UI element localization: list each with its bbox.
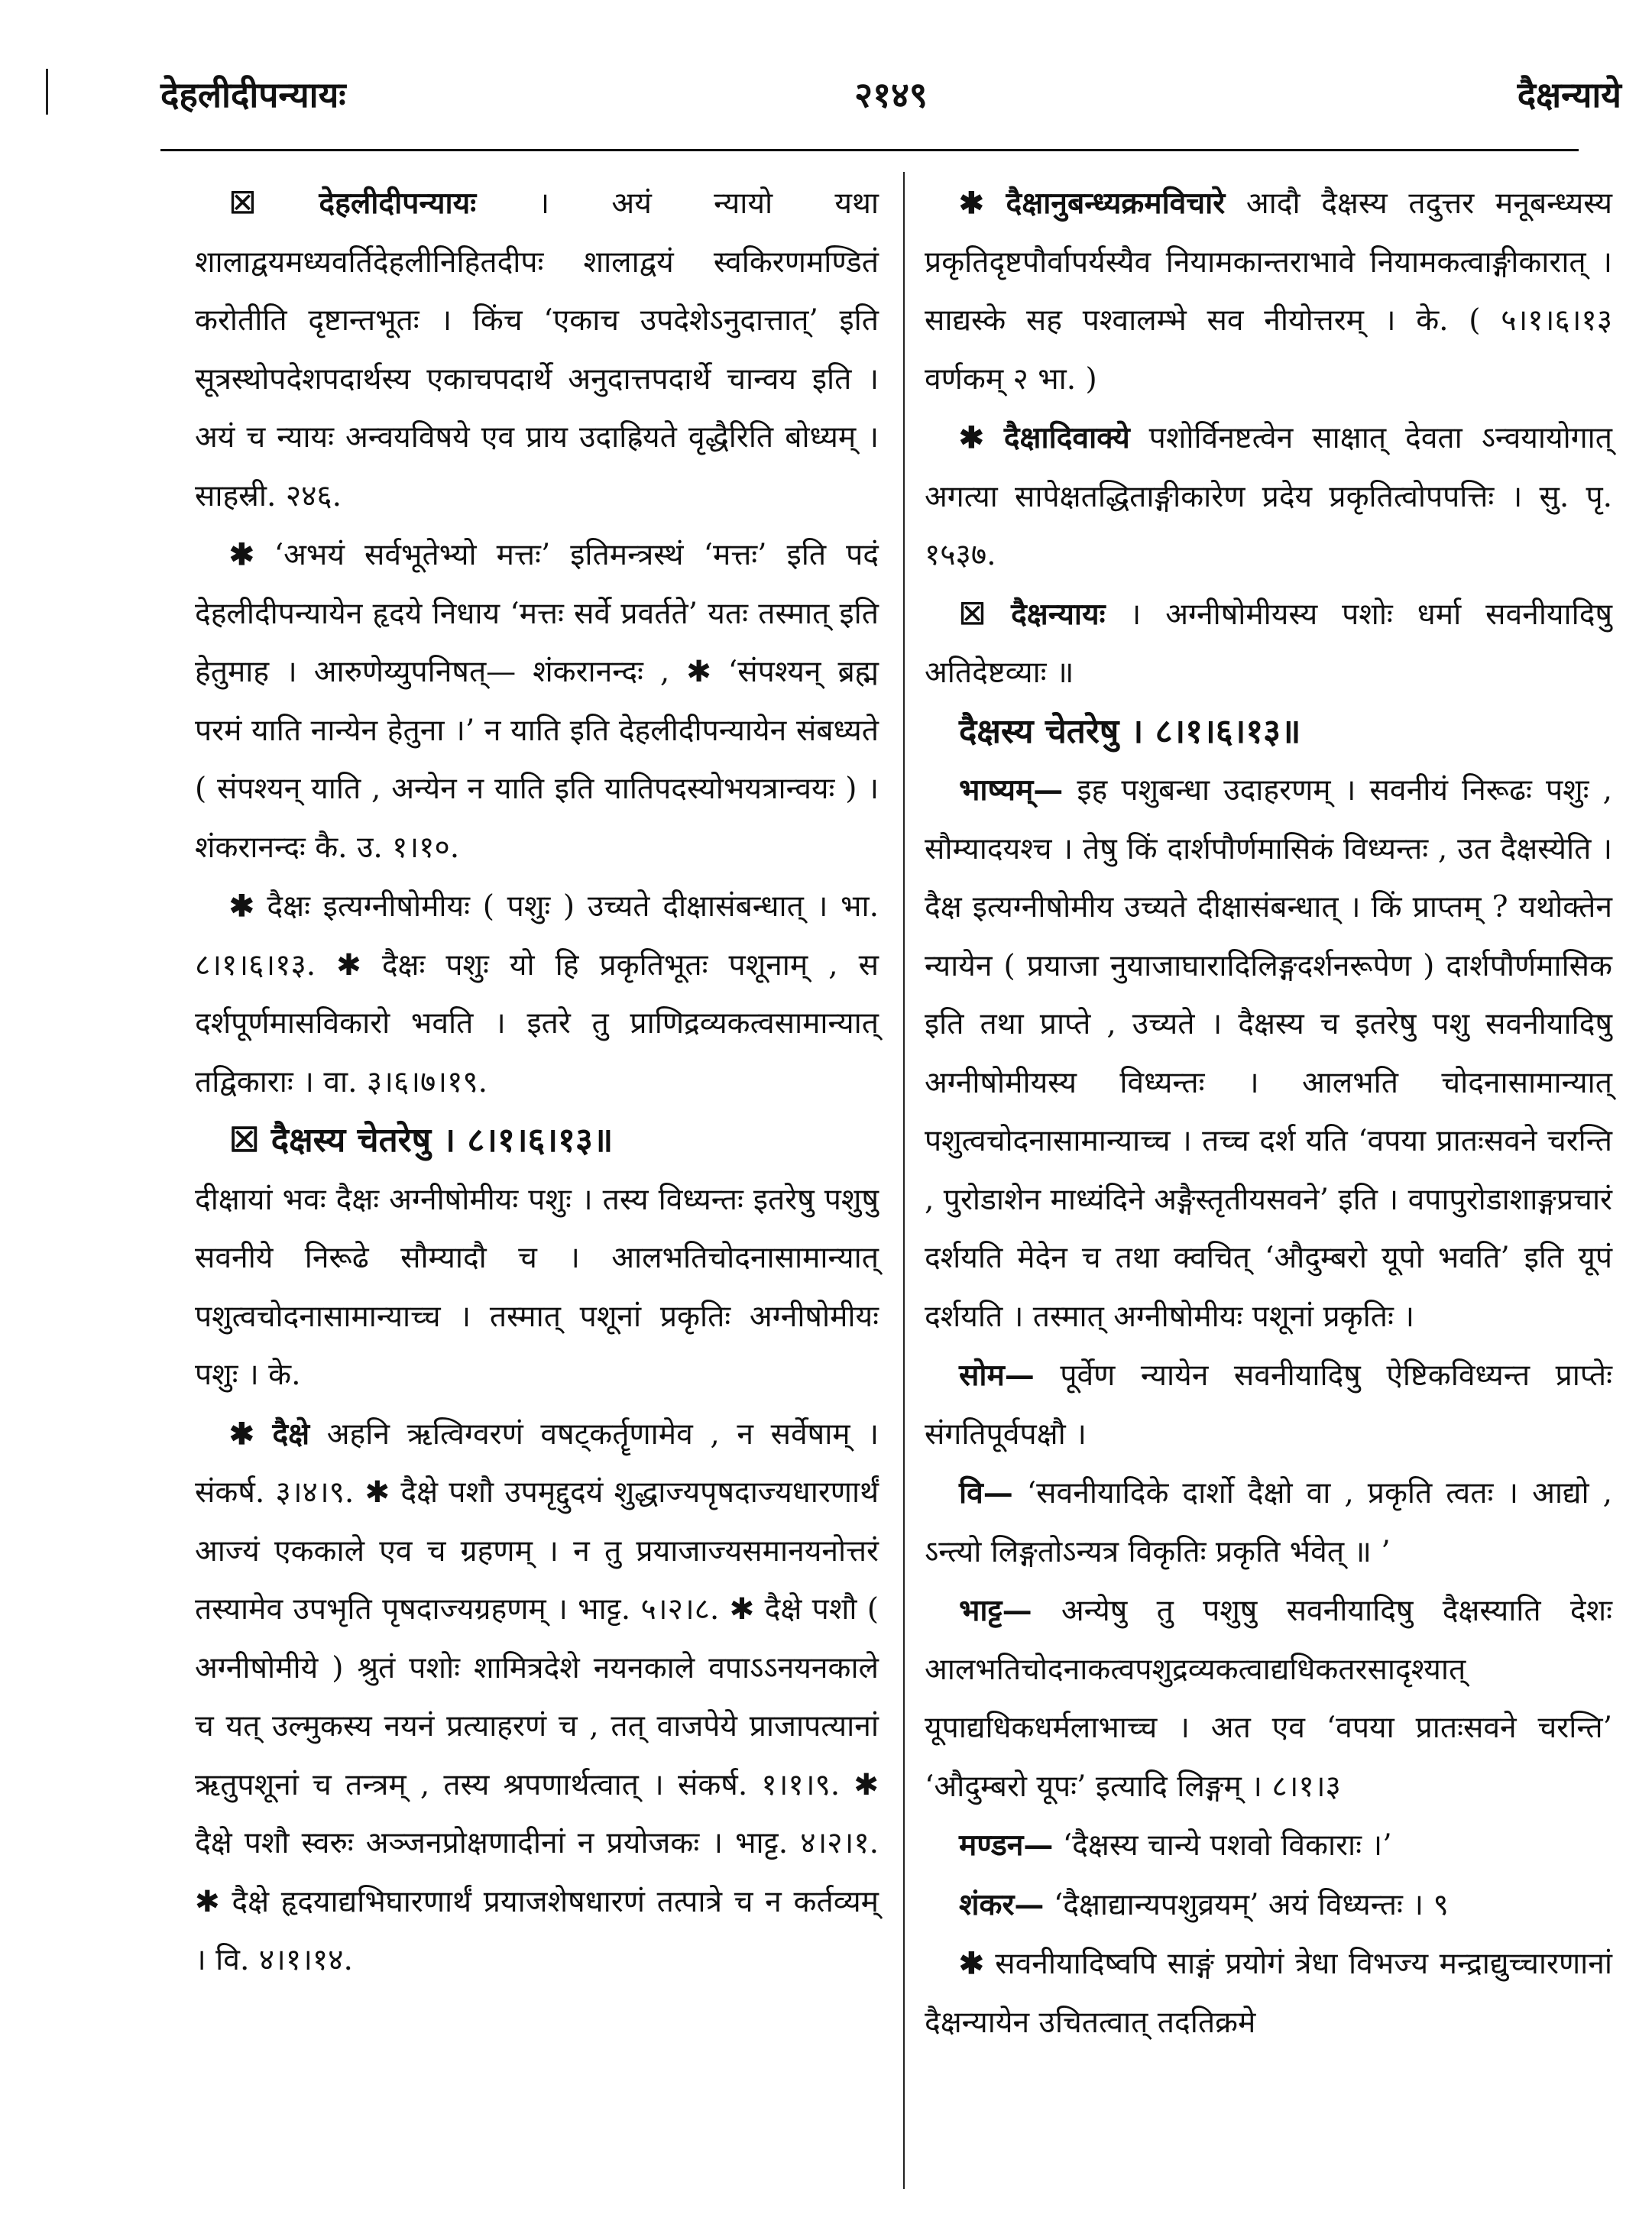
heading-text: दैक्षस्य चेतरेषु । ८।१।६।१३॥ [959, 711, 1301, 751]
sutra-heading [925, 703, 1612, 762]
header-rule [160, 149, 1579, 151]
paragraph [195, 1170, 879, 1405]
entry-text: पूर्वेण न्यायेन सवनीयादिषु ऐष्टिकविध्यन्त प्राप्तेः संगतिपूर्वपक्षौ । [925, 1358, 1612, 1452]
paragraph [925, 1816, 1612, 1876]
entry-lead: ✱ [229, 889, 254, 924]
entry-lead: ✱ दैक्षानुबन्ध्यक्रमविचारे [959, 186, 1226, 221]
entry-text: सवनीयादिष्वपि साङ्गं प्रयोगं त्रेधा विभज्य मन्द्राद्युच्चारणानां दैक्षन्यायेन उचितत्वात् तदतिक्रमे [925, 1947, 1612, 2040]
entry-lead: भाट्ट— [959, 1593, 1032, 1628]
entry-lead: ☒ दैक्षन्यायः [959, 596, 1106, 632]
entry-lead: ✱ दैक्षे [229, 1416, 310, 1452]
header-left: देहलीदीपन्यायः [160, 74, 346, 115]
entry-text: । अयं न्यायो यथा शालाद्वयमध्यवर्तिदेहलीनिहितदीपः शालाद्वयं स्वकिरणमण्डितं करोतीति दृष्टान्तभूतः । किंच ‘एकाच उपदेशेऽनुदात्तात्’ इति सूत्रस्थोपदेशपदार्थस्य एकाचपदार्थे अनुदात्तपदार्थे चान्वय इति । अयं च न्यायः अन्वयविषये एव प्राय उदाह्रियते वृद्धैरिति बोध्यम् । साहस्री. २४६. [195, 186, 879, 513]
heading-text: ☒ दैक्षस्य चेतरेषु । ८।१।६।१३॥ [229, 1121, 614, 1160]
paragraph [925, 1346, 1612, 1464]
entry-lead: भाष्यम्— [959, 772, 1064, 808]
entry-text: दैक्षः इत्यग्नीषोमीयः ( पशुः ) उच्यते दीक्षासंबन्धात् । भा. ८।१।६।१३. ✱ दैक्षः पशुः यो हि प्रकृतिभूतः पशूनाम् , स दर्शपूर्णमासविकारो भवति । इतरे तु प्राणिद्रव्यकत्वसामान्यात् तद्विकाराः । वा. ३।६।७।१९. [195, 889, 879, 1099]
entry-lead: मण्डन— [959, 1828, 1054, 1863]
page-number: २१४९ [854, 74, 928, 115]
entry-lead: शंकर— [959, 1886, 1045, 1922]
paragraph [925, 761, 1612, 1346]
margin-mark [46, 69, 48, 115]
entry-text: दीक्षायां भवः दैक्षः अग्नीषोमीयः पशुः । तस्य विध्यन्तः इतरेषु पशुषु सवनीये निरूढे सौम्यादौ च । आलभतिचोदनासामान्यात् पशुत्वचोदनासामान्याच्च । तस्मात् पशूनां प्रकृतिः अग्नीषोमीयः पशुः । के. [195, 1182, 879, 1392]
entry-text: आदौ दैक्षस्य तदुत्तर मनूबन्ध्यस्य प्रकृतिदृष्टपौर्वापर्यस्यैव नियामकान्तराभावे नियामकत्वाङ्गीकारात् । साद्यस्के सह पश्वालम्भे सव नीयोत्तरम् । के. ( ५।१।६।१३ वर्णकम् २ भा. ) [925, 186, 1612, 397]
entry-lead: ✱ [229, 537, 254, 572]
paragraph [925, 409, 1612, 585]
entry-lead: ✱ दैक्षादिवाक्ये [959, 420, 1130, 455]
paragraph [925, 1464, 1612, 1582]
entry-lead: सोम— [959, 1358, 1035, 1393]
entry-text: पशोर्विनष्टत्वेन साक्षात् देवता ऽन्वयायोगात् अगत्या सापेक्षतद्धिताङ्गीकारेण प्रदेय प्रकृतित्वोपपत्तिः । सु. पृ. १५३७. [925, 421, 1613, 572]
running-header [160, 70, 1621, 131]
entry-lead: ✱ [959, 1946, 984, 1981]
right-column [925, 174, 1612, 2052]
header-right: दैक्षन्याये [1517, 74, 1621, 115]
paragraph [195, 1405, 879, 1990]
entry-text: । अग्नीषोमीयस्य पशोः धर्मा सवनीयादिषु अतिदेष्टव्याः ॥ [925, 597, 1612, 690]
sutra-heading [195, 1112, 879, 1170]
entry-text: ‘दैक्षाद्यान्यपशुव्रयम्’ अयं विध्यन्तः । ९ [1053, 1887, 1449, 1922]
paragraph [925, 1876, 1612, 1935]
entry-lead: ☒ देहलीदीपन्यायः [229, 186, 477, 221]
left-column [195, 174, 879, 1990]
paragraph [195, 174, 879, 526]
paragraph [195, 877, 879, 1112]
paragraph [195, 526, 879, 877]
entry-text: ‘अभयं सर्वभूतेभ्यो मत्तः’ इतिमन्त्रस्थं ‘मत्तः’ इति पदं देहलीदीपन्यायेन हृदये निधाय ‘मत्तः सर्वे प्रवर्तते’ यतः तस्मात् इति हेतुमाह । आरुणेय्युपनिषत्— शंकरानन्दः , ✱ ‘संपश्यन् ब्रह्म परमं याति नान्येन हेतुना ।’ न याति इति देहलीदीपन्यायेन संबध्यते ( संपश्यन् याति , अन्येन न याति इति यातिपदस्योभयत्रान्वयः ) । शंकरानन्दः कै. उ. १।१०. [195, 538, 879, 865]
paragraph [925, 1934, 1612, 2052]
entry-text: ‘दैक्षस्य चान्ये पशवो विकाराः ।’ [1062, 1828, 1392, 1863]
entry-text: ‘सवनीयादिके दार्शो दैक्षो वा , प्रकृति त्वतः । आद्यो , ऽन्त्यो लिङ्गतोऽन्यत्र विकृतिः प्रकृति र्भवेत् ॥ ’ [925, 1476, 1612, 1569]
column-divider [903, 172, 905, 2189]
entry-lead: वि— [959, 1475, 1013, 1510]
entry-text: अन्येषु तु पशुषु सवनीयादिषु दैक्षस्याति देशः आलभतिचोदनाकत्वपशुद्रव्यकत्वाद्यधिकतरसादृश्यात् यूपाद्यधिकधर्मलाभाच्च । अत एव ‘वपया प्रातःसवने चरन्ति’ ‘औदुम्बरो यूपः’ इत्यादि लिङ्गम् । ८।१।३ [925, 1594, 1612, 1804]
entry-text: अहनि ऋत्विग्वरणं वषट्कर्तॄणामेव , न सर्वेषाम् । संकर्ष. ३।४।९. ✱ दैक्षे पशौ उपमृद्दुदयं शुद्धाज्यपृषदाज्यधारणार्थं आज्यं एककाले एव च ग्रहणम् । न तु प्रयाजाज्यसमानयनोत्तरं तस्यामेव उपभृति पृषदाज्यग्रहणम् । भाट्ट. ५।२।८. ✱ दैक्षे पशौ ( अग्नीषोमीये ) श्रुतं पशोः शामित्रदेशे नयनकाले वपाऽऽनयनकाले च यत् उल्मुकस्य नयनं प्रत्याहरणं च , तत् वाजपेये प्राजापत्यानां ऋतुपशूनां च तन्त्रम् , तस्य श्रपणार्थत्वात् । संकर्ष. १।१।९. ✱ दैक्षे पशौ स्वरुः अञ्जनप्रोक्षणादीनां न प्रयोजकः । भाट्ट. ४।२।१. ✱ दैक्षे हृदयाद्यभिघारणार्थं प्रयाजशेषधारणं तत्पात्रे च न कर्तव्यम् । वि. ४।१।१४. [195, 1416, 879, 1977]
entry-text: इह पशुबन्धा उदाहरणम् । सवनीयं निरूढः पशुः , सौम्यादयश्च । तेषु किं दार्शपौर्णमासिकं विध्यन्तः , उत दैक्षस्येति । दैक्ष इत्यग्नीषोमीय उच्यते दीक्षासंबन्धात् । किं प्राप्तम् ? यथोक्तेन न्यायेन ( प्रयाजा नुयाजाघारादिलिङ्गदर्शनरूपेण ) दार्शपौर्णमासिक इति तथा प्राप्ते , उच्यते । दैक्षस्य च इतरेषु पशु सवनीयादिषु अग्नीषोमीयस्य विध्यन्तः । आलभति चोदनासामान्यात् पशुत्वचोदनासामान्याच्च । तच्च दर्श यति ‘वपया प्रातःसवने चरन्ति , पुरोडाशेन माध्यंदिने अङ्गैस्तृतीयसवने’ इति । वपापुरोडाशाङ्गप्रचारं दर्शयति मेदेन च तथा क्वचित् ‘औदुम्बरो यूपो भवति’ इति यूपं दर्शयति । तस्मात् अग्नीषोमीयः पशूनां प्रकृतिः । [925, 773, 1612, 1334]
paragraph [925, 1582, 1612, 1816]
paragraph [925, 174, 1612, 409]
paragraph [925, 585, 1612, 703]
